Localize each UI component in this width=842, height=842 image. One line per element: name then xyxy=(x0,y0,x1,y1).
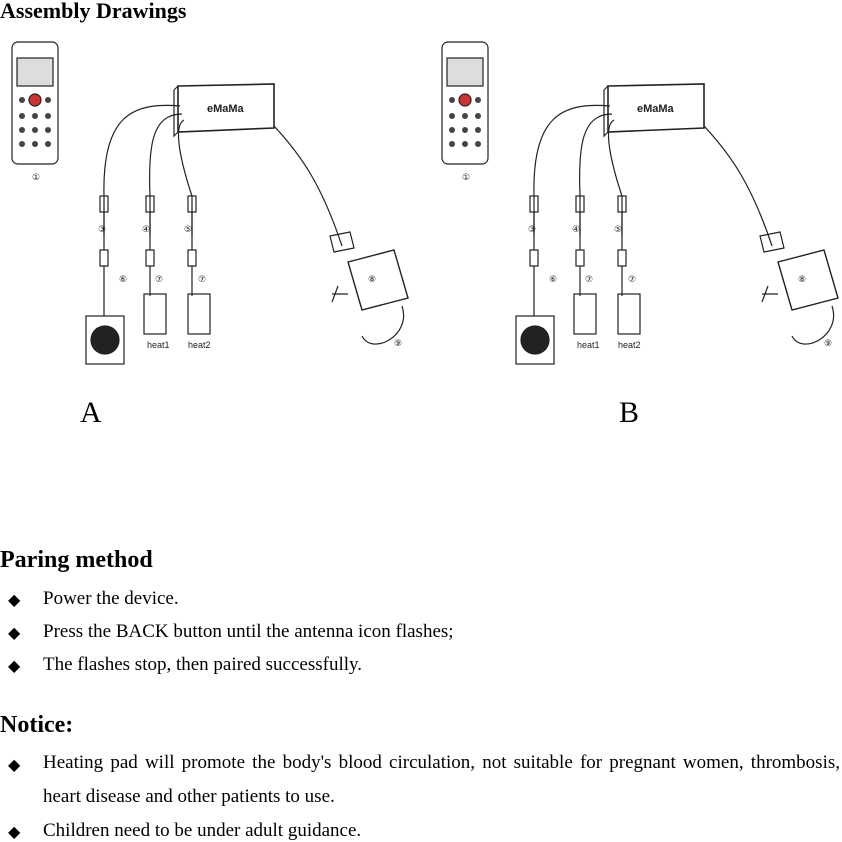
pairing-heading: Paring method xyxy=(0,547,153,573)
svg-text:⑤: ⑤ xyxy=(184,224,193,234)
svg-text:⑤: ⑤ xyxy=(614,224,623,234)
svg-text:⑥: ⑥ xyxy=(549,274,558,284)
page-title: Assembly Drawings xyxy=(0,0,187,23)
svg-text:③: ③ xyxy=(528,224,537,234)
svg-text:⑨: ⑨ xyxy=(394,338,403,348)
svg-text:eMaMa: eMaMa xyxy=(637,103,674,115)
bullet-icon: ◆ xyxy=(8,592,21,609)
svg-text:⑦: ⑦ xyxy=(628,274,637,284)
svg-text:⑦: ⑦ xyxy=(198,274,207,284)
svg-text:①: ① xyxy=(462,172,471,182)
figure-label-a: A xyxy=(80,396,102,429)
bullet-icon: ◆ xyxy=(8,824,21,841)
heat2-label-b: heat2 xyxy=(618,340,641,350)
notice-heading: Notice: xyxy=(0,712,74,738)
svg-text:③: ③ xyxy=(98,224,107,234)
assembly-drawing-a xyxy=(2,36,422,376)
assembly-drawing-b xyxy=(432,36,842,376)
svg-text:⑦: ⑦ xyxy=(585,274,594,284)
svg-text:⑨: ⑨ xyxy=(824,338,833,348)
svg-text:①: ① xyxy=(32,172,41,182)
svg-text:④: ④ xyxy=(572,224,581,234)
svg-text:⑥: ⑥ xyxy=(119,274,128,284)
svg-text:⑧: ⑧ xyxy=(798,274,807,284)
bullet-icon: ◆ xyxy=(8,757,21,774)
svg-text:⑦: ⑦ xyxy=(155,274,164,284)
heat1-label-b: heat1 xyxy=(577,340,600,350)
bullet-icon: ◆ xyxy=(8,658,21,675)
bullet-icon: ◆ xyxy=(8,625,21,642)
svg-text:④: ④ xyxy=(142,224,151,234)
svg-text:⑧: ⑧ xyxy=(368,274,377,284)
heat2-label: heat2 xyxy=(188,340,211,350)
figure-label-b: B xyxy=(619,396,640,429)
svg-text:eMaMa: eMaMa xyxy=(207,103,244,115)
heat1-label: heat1 xyxy=(147,340,170,350)
